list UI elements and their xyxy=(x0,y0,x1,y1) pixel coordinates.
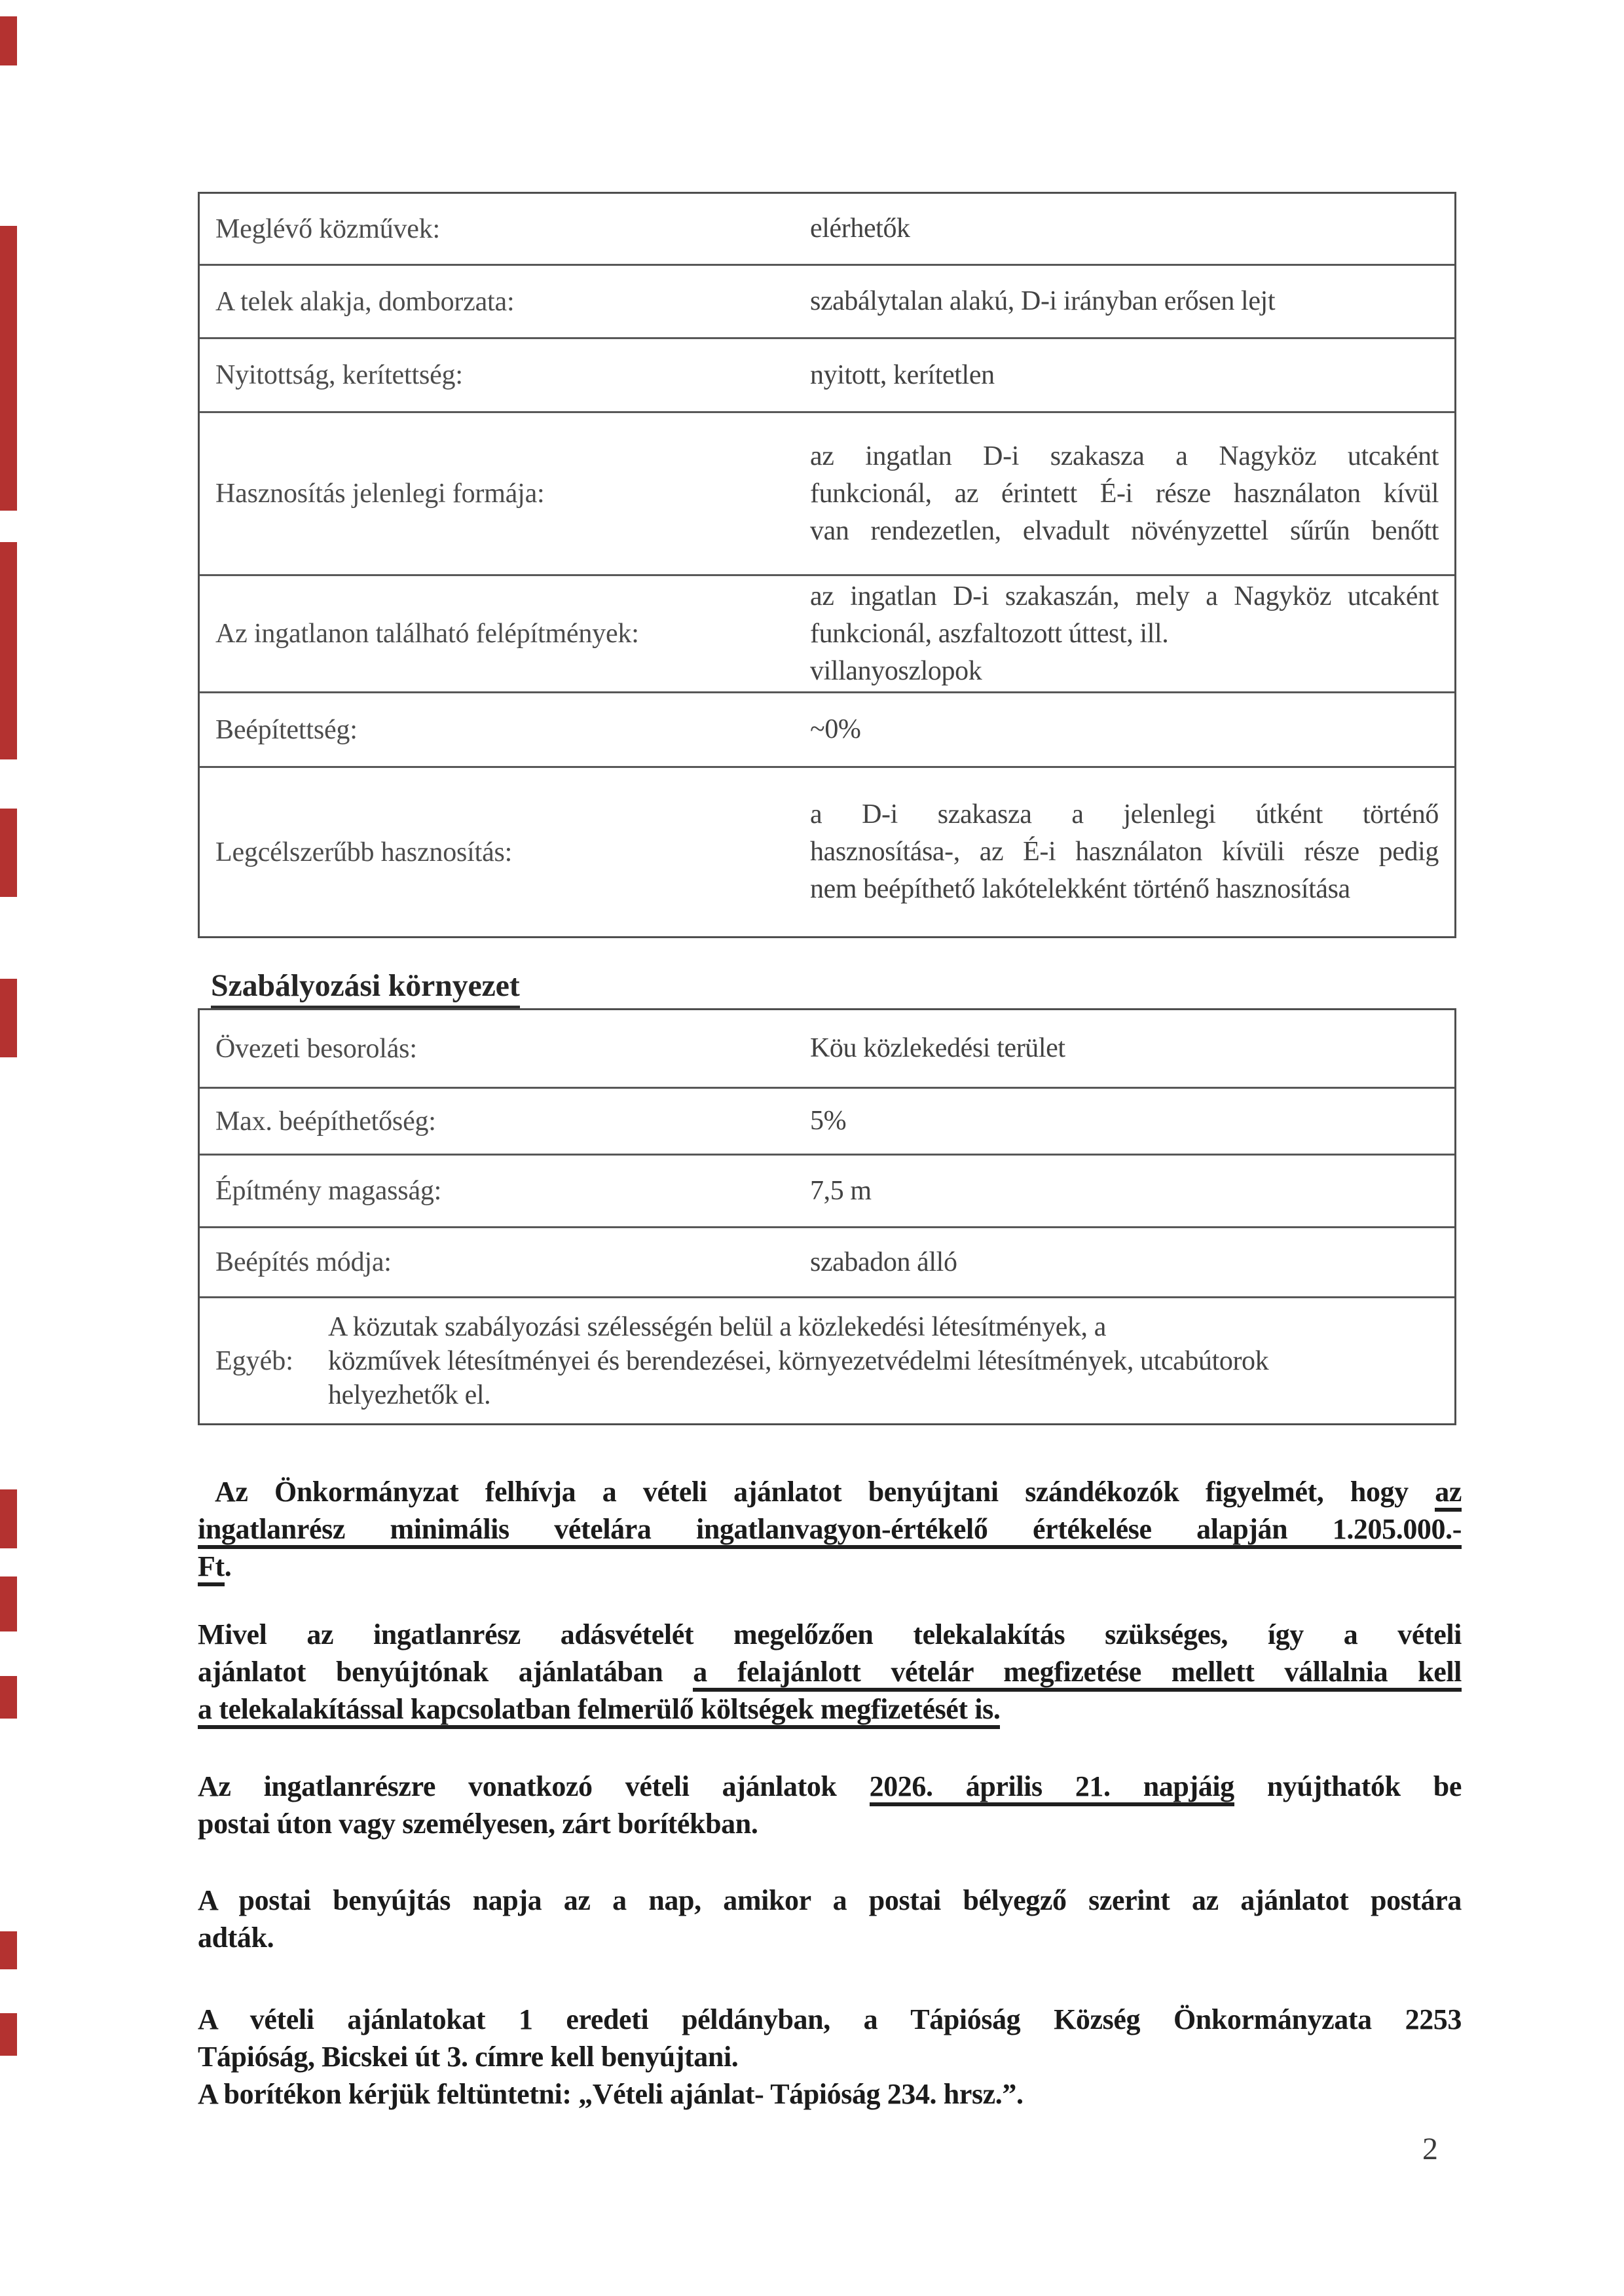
value-line: funkcionál, az érintett É-i része használaton kívül xyxy=(810,478,1439,509)
value-line: van rendezetlen, elvadult növényzettel sűrűn benőtt xyxy=(810,515,1439,546)
red-edge-mark xyxy=(0,1576,17,1631)
row-label: Az ingatlanon található felépítmények: xyxy=(215,619,639,649)
paragraph-minimum-price xyxy=(198,1473,1462,1585)
red-edge-mark xyxy=(0,809,17,897)
value-line: funkcionál, aszfaltozott úttest, ill. xyxy=(810,618,1169,649)
row-label: Egyéb: xyxy=(215,1345,293,1376)
row-label: Hasznosítás jelenlegi formája: xyxy=(215,479,545,509)
value-line: a D-i szakasza a jelenlegi útként történő xyxy=(810,799,1439,829)
text-segment: nyújthatók be xyxy=(1234,1770,1462,1802)
table-row xyxy=(200,194,1454,266)
text-segment: adták. xyxy=(198,1922,274,1954)
table-row xyxy=(200,413,1454,576)
row-label: Építmény magasság: xyxy=(215,1176,442,1206)
row-value xyxy=(797,1030,1454,1067)
paragraph-submission-address xyxy=(198,2001,1462,2113)
property-table-rows xyxy=(200,194,1454,936)
value-line: elérhetők xyxy=(810,213,910,244)
paragraph-line xyxy=(198,1510,1462,1548)
red-edge-mark xyxy=(0,1489,17,1548)
row-label: Beépítés módja: xyxy=(215,1247,392,1277)
text-segment: A vételi ajánlatokat 1 eredeti példányban, a Tápióság Község Önkormányzata 2253 xyxy=(198,2003,1462,2035)
text-segment: A postai benyújtás napja az a nap, amikor a postai bélyegző szerint az ajánlatot postára xyxy=(198,1884,1462,1916)
underlined-text: Ft xyxy=(198,1550,225,1586)
table-row xyxy=(200,576,1454,693)
red-edge-mark xyxy=(0,542,17,759)
row-label: Max. beépíthetőség: xyxy=(215,1106,436,1137)
row-value xyxy=(797,283,1454,320)
paragraph-postal-date xyxy=(198,1882,1462,1956)
value-line: nyitott, kerítetlen xyxy=(810,359,995,390)
paragraph-line xyxy=(198,1882,1462,1919)
text-segment: Az Önkormányzat felhívja a vételi ajánlatot benyújtani szándékozók figyelmét, hogy xyxy=(215,1476,1435,1508)
paragraph-line xyxy=(198,2001,1462,2038)
red-edge-mark xyxy=(0,1931,17,1969)
row-label: Övezeti besorolás: xyxy=(215,1033,417,1064)
red-edge-mark xyxy=(0,226,17,511)
text-segment: Az ingatlanrészre vonatkozó vételi ajánlatok xyxy=(198,1770,870,1802)
text-segment: Tápióság, Bicskei út 3. címre kell benyújtani. xyxy=(198,2041,739,2073)
row-value xyxy=(797,357,1454,394)
table-row xyxy=(200,1089,1454,1156)
row-label: Legcélszerűbb hasznosítás: xyxy=(215,837,513,867)
page-number: 2 xyxy=(1422,2132,1438,2166)
text-segment: A borítékon kérjük feltüntetni: „Vételi ajánlat- Tápióság 234. hrsz.”. xyxy=(198,2078,1024,2110)
paragraph-line xyxy=(198,1768,1462,1805)
table-row-other xyxy=(200,1298,1454,1423)
row-label: A telek alakja, domborzata: xyxy=(215,286,515,317)
table-row xyxy=(200,339,1454,413)
value-line: az ingatlan D-i szakaszán, mely a Nagyköz utcaként xyxy=(810,581,1439,611)
underlined-text: a felajánlott vételár megfizetése mellett vállalnia kell xyxy=(693,1656,1462,1692)
underlined-text: a telekalakítással kapcsolatban felmerülő költségek megfizetését is. xyxy=(198,1693,1000,1729)
row-value xyxy=(797,210,1454,247)
value-line: Köu közlekedési terület xyxy=(810,1033,1065,1063)
row-value xyxy=(797,796,1454,908)
row-label: Beépítettség: xyxy=(215,714,358,745)
paragraph-line xyxy=(198,1473,1462,1510)
table-row xyxy=(200,768,1454,936)
red-edge-mark xyxy=(0,16,17,65)
value-line: A közutak szabályozási szélességén belül a közlekedési létesítmények, a xyxy=(328,1311,1106,1342)
table-row xyxy=(200,1228,1454,1298)
row-value xyxy=(797,711,1454,748)
paragraph-line xyxy=(198,2038,1462,2075)
row-value xyxy=(797,1173,1454,1210)
paragraph-plot-formation-costs xyxy=(198,1616,1462,1728)
regulation-table-rows xyxy=(200,1010,1454,1298)
value-line: helyezhetők el. xyxy=(328,1379,491,1410)
paragraph-line xyxy=(198,1919,1462,1956)
value-line: közművek létesítményei és berendezései, környezetvédelmi létesítmények, utcabútorok xyxy=(328,1345,1269,1376)
value-line: szabadon álló xyxy=(810,1247,957,1277)
red-edge-mark xyxy=(0,2013,17,2056)
regulation-table xyxy=(198,1008,1456,1425)
row-value xyxy=(797,578,1454,690)
value-line: 7,5 m xyxy=(810,1175,872,1206)
text-segment: postai úton vagy személyesen, zárt borítékban. xyxy=(198,1808,758,1840)
paragraph-line xyxy=(198,1690,1462,1728)
text-segment: Mivel az ingatlanrész adásvételét megelőzően telekalakítás szükséges, így a vételi xyxy=(198,1618,1462,1650)
text-segment: . xyxy=(224,1550,232,1582)
paragraph-line xyxy=(198,2075,1462,2113)
value-line: az ingatlan D-i szakasza a Nagyköz utcaként xyxy=(810,441,1439,471)
paragraph-line xyxy=(198,1805,1462,1842)
regulation-heading: Szabályozási környezet xyxy=(211,968,520,1008)
value-line: ~0% xyxy=(810,714,861,744)
row-value xyxy=(797,1244,1454,1281)
underlined-text: 2026. április 21. napjáig xyxy=(870,1770,1234,1806)
red-edge-mark xyxy=(0,979,17,1057)
table-row xyxy=(200,693,1454,768)
paragraph-line xyxy=(198,1548,1462,1585)
property-table xyxy=(198,192,1456,938)
value-line: nem beépíthető lakótelekként történő hasznosítása xyxy=(810,874,1350,904)
row-label: Nyitottság, kerítettség: xyxy=(215,360,463,390)
row-label: Meglévő közművek: xyxy=(215,213,441,244)
value-line: 5% xyxy=(810,1106,847,1136)
row-value xyxy=(797,438,1454,550)
paragraph-deadline xyxy=(198,1768,1462,1842)
paragraph-line xyxy=(198,1653,1462,1690)
value-line: villanyoszlopok xyxy=(810,655,982,686)
value-line: szabálytalan alakú, D-i irányban erősen lejt xyxy=(810,286,1276,316)
row-value xyxy=(328,1310,1454,1412)
text-segment: ajánlatot benyújtónak ajánlatában xyxy=(198,1656,693,1688)
table-row xyxy=(200,1010,1454,1089)
row-value xyxy=(797,1102,1454,1140)
underlined-text: ingatlanrész minimális vételára ingatlanvagyon-értékelő értékelése alapján 1.205.000.- xyxy=(198,1513,1462,1549)
underlined-text: az xyxy=(1435,1476,1462,1512)
table-row xyxy=(200,266,1454,339)
paragraph-line xyxy=(198,1616,1462,1653)
table-row xyxy=(200,1156,1454,1228)
value-line: hasznosítása-, az É-i használaton kívüli része pedig xyxy=(810,837,1439,867)
red-edge-mark xyxy=(0,1676,17,1719)
